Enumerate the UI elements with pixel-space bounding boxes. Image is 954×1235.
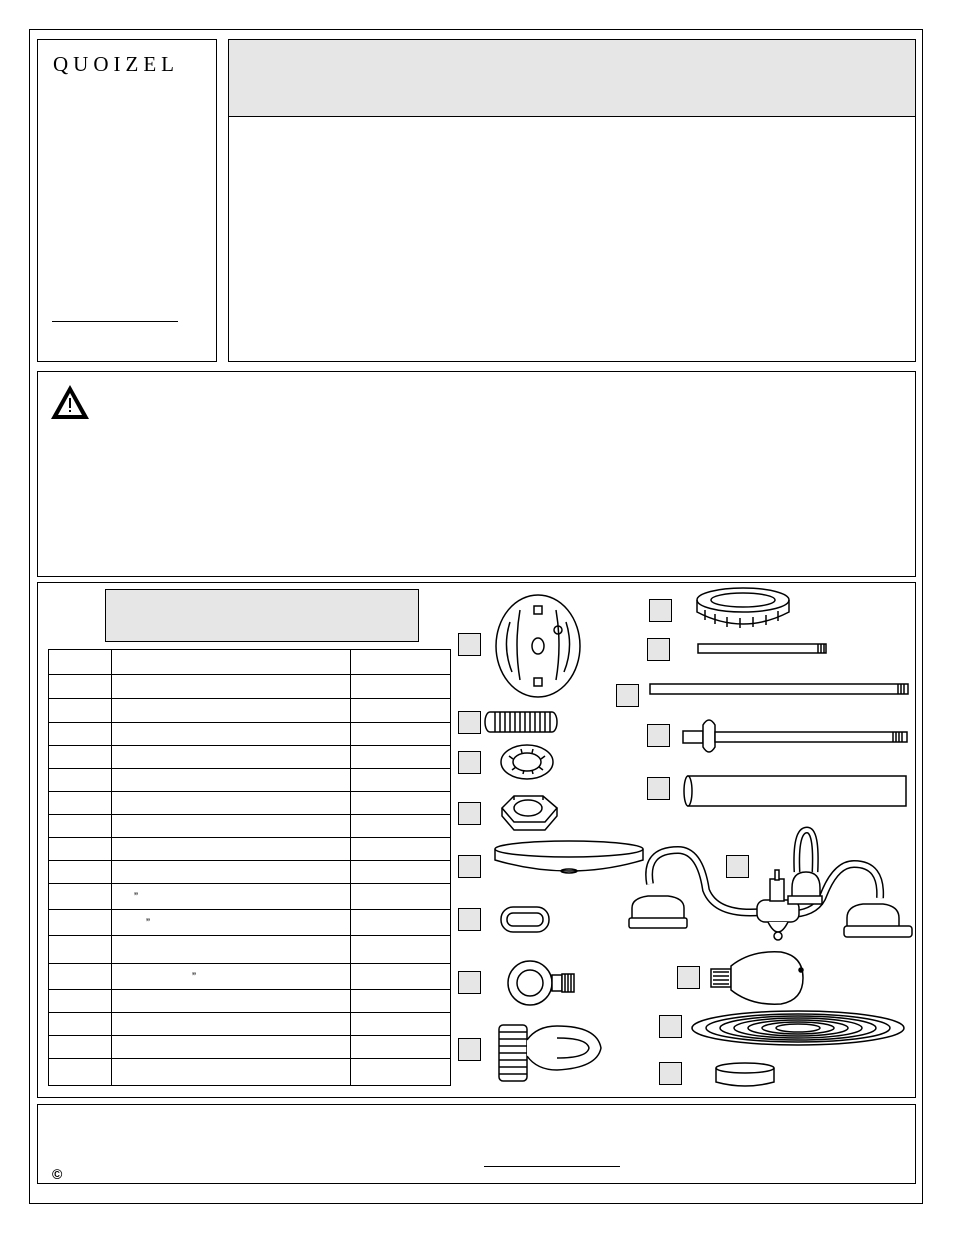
loop-icon xyxy=(508,961,574,1005)
cell-text: ” xyxy=(134,889,138,904)
sleeve-tube-icon xyxy=(684,776,906,806)
chain-link-icon xyxy=(501,907,549,932)
screw-collar-loop-icon xyxy=(499,1025,601,1081)
shade-ring-icon xyxy=(716,1063,774,1086)
cell-text: ” xyxy=(146,915,150,930)
canopy-icon xyxy=(495,841,643,873)
hex-nut-icon xyxy=(502,796,557,830)
cell-text: ” xyxy=(192,969,196,984)
bulb-icon xyxy=(711,952,803,1004)
lock-washer-icon xyxy=(501,745,553,779)
stem-with-collar-icon xyxy=(683,720,907,752)
long-rod-icon xyxy=(650,684,908,694)
footer-panel xyxy=(37,1104,916,1184)
lock-nut-ring-icon xyxy=(697,588,789,628)
threaded-nipple-icon xyxy=(485,712,557,732)
copyright-symbol: © xyxy=(52,1166,63,1182)
shade-icon xyxy=(692,1011,904,1045)
short-rod-icon xyxy=(698,644,826,653)
brand-logo: QUOIZEL xyxy=(53,52,179,76)
fixture-body-icon xyxy=(629,830,912,940)
footer-underline xyxy=(484,1166,620,1167)
crossbar-plate-icon xyxy=(496,595,580,697)
